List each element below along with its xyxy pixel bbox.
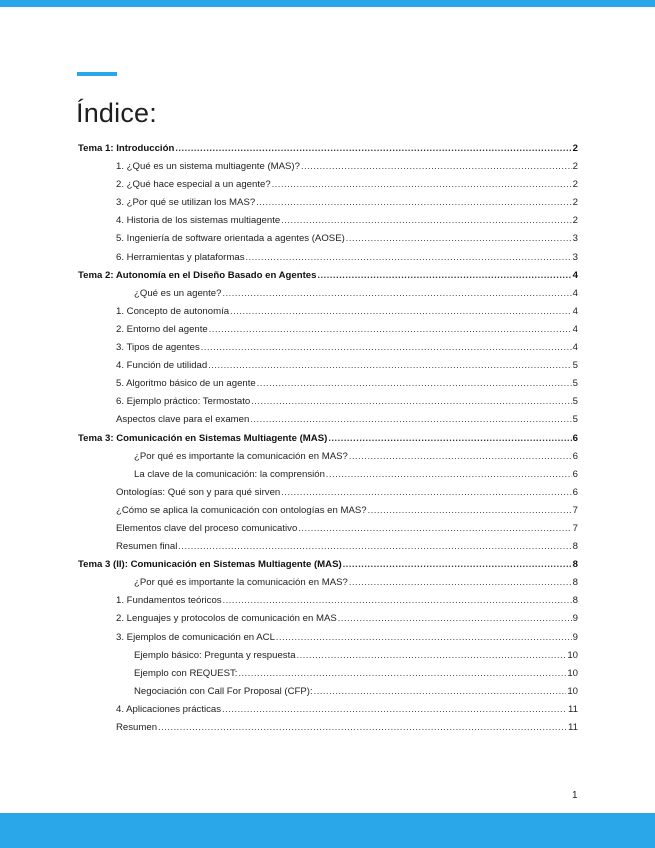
- toc-entry-title: 2. Lenguajes y protocolos de comunicación en MAS: [116, 613, 337, 625]
- toc-entry-page: 2: [572, 143, 578, 154]
- toc-entry-page: 6: [572, 486, 578, 498]
- toc-dot-leader: [222, 284, 571, 302]
- toc-entry[interactable]: [78, 555, 578, 573]
- toc-entry-title: 2. Entorno del agente: [116, 323, 208, 335]
- toc-entry-title: Ejemplo con REQUEST:: [134, 667, 238, 679]
- toc-entry[interactable]: [78, 501, 578, 519]
- toc-entry-page: 5: [572, 360, 578, 372]
- toc-dot-leader: [272, 175, 572, 193]
- toc-entry-page: 4: [572, 287, 578, 299]
- toc-entry[interactable]: [78, 718, 578, 736]
- toc-entry[interactable]: [78, 157, 578, 175]
- toc-entry-page: 3: [572, 251, 578, 263]
- toc-dot-leader: [238, 664, 566, 682]
- toc-entry-title: 1. Concepto de autonomía: [116, 305, 230, 317]
- toc-entry[interactable]: [78, 483, 578, 501]
- toc-entry[interactable]: [78, 682, 578, 700]
- toc-dot-leader: [281, 211, 571, 229]
- toc-entry-title: 3. Tipos de agentes: [116, 342, 200, 354]
- toc-entry-title: Elementos clave del proceso comunicativo: [116, 522, 298, 534]
- toc-dot-leader: [297, 646, 567, 664]
- toc-entry[interactable]: [78, 700, 578, 718]
- toc-dot-leader: [209, 320, 572, 338]
- toc-entry-page: 4: [572, 342, 578, 354]
- page-title: Índice:: [76, 98, 157, 128]
- toc-dot-leader: [368, 501, 572, 519]
- toc-dot-leader: [346, 229, 572, 247]
- toc-entry[interactable]: [78, 175, 578, 193]
- toc-entry-title: 4. Historia de los sistemas multiagente: [116, 215, 281, 227]
- toc-entry-page: 6: [572, 432, 578, 444]
- toc-entry-title: 1. Fundamentos teóricos: [116, 595, 222, 607]
- toc-entry-title: 2. ¿Qué hace especial a un agente?: [116, 179, 271, 191]
- toc-entry-title: Aspectos clave para el examen: [116, 414, 250, 426]
- toc-entry-page: 7: [572, 504, 578, 516]
- toc-entry-page: 5: [572, 414, 578, 426]
- toc-entry[interactable]: [78, 356, 578, 374]
- toc-entry[interactable]: [78, 338, 578, 356]
- toc-entry[interactable]: [78, 646, 578, 664]
- toc-entry-title: 6. Herramientas y plataformas: [116, 251, 245, 263]
- toc-entry-page: 2: [572, 197, 578, 209]
- toc-entry-title: La clave de la comunicación: la comprensión: [134, 468, 325, 480]
- toc-entry-page: 4: [572, 269, 578, 281]
- toc-entry[interactable]: [78, 284, 578, 302]
- toc-entry-page: 9: [572, 613, 578, 625]
- toc-entry-page: 10: [567, 667, 578, 679]
- toc-entry-title: 3. ¿Por qué se utilizan los MAS?: [116, 197, 256, 209]
- bottom-accent-bar: [0, 813, 655, 848]
- toc-entry-page: 10: [567, 649, 578, 661]
- toc-dot-leader: [343, 555, 572, 573]
- toc-entry-page: 5: [572, 378, 578, 390]
- toc-dot-leader: [246, 248, 572, 266]
- toc-dot-leader: [256, 193, 571, 211]
- toc-entry[interactable]: [78, 229, 578, 247]
- toc-entry-title: Negociación con Call For Proposal (CFP):: [134, 685, 313, 697]
- toc-entry-title: Tema 1: Introducción: [78, 143, 175, 154]
- toc-dot-leader: [251, 392, 571, 410]
- toc-entry-page: 8: [572, 577, 578, 589]
- toc-entry-page: 5: [572, 396, 578, 408]
- toc-entry-page: 11: [568, 703, 578, 715]
- toc-entry-title: 4. Aplicaciones prácticas: [116, 703, 222, 715]
- toc-entry[interactable]: [78, 302, 578, 320]
- toc-entry-page: 4: [572, 323, 578, 335]
- toc-entry[interactable]: [78, 139, 578, 157]
- toc-dot-leader: [349, 573, 572, 591]
- toc-entry-page: 2: [572, 215, 578, 227]
- toc-entry[interactable]: [78, 519, 578, 537]
- toc-entry-page: 10: [567, 685, 578, 697]
- toc-entry-title: 5. Algoritmo básico de un agente: [116, 378, 256, 390]
- toc-dot-leader: [281, 483, 571, 501]
- toc-entry-title: ¿Por qué es importante la comunicación en MAS?: [134, 577, 348, 589]
- page-number: 1: [572, 790, 578, 801]
- toc-entry-title: 6. Ejemplo práctico: Termostato: [116, 396, 251, 408]
- toc-entry[interactable]: [78, 664, 578, 682]
- toc-entry-page: 2: [572, 179, 578, 191]
- toc-entry[interactable]: [78, 465, 578, 483]
- toc-entry[interactable]: [78, 628, 578, 646]
- toc-entry-title: Resumen: [116, 722, 158, 733]
- toc-entry[interactable]: [78, 392, 578, 410]
- toc-entry[interactable]: [78, 410, 578, 428]
- toc-entry[interactable]: [78, 591, 578, 609]
- toc-dot-leader: [349, 447, 572, 465]
- toc-dot-leader: [338, 609, 572, 627]
- toc-entry-page: 2: [572, 161, 578, 173]
- toc-entry-title: 5. Ingeniería de software orientada a agentes (AOSE): [116, 233, 345, 245]
- toc-dot-leader: [298, 519, 571, 537]
- table-of-contents: [78, 139, 578, 736]
- toc-dot-leader: [317, 266, 571, 284]
- toc-entry[interactable]: [78, 447, 578, 465]
- toc-entry-page: 8: [572, 559, 578, 571]
- toc-dot-leader: [222, 700, 567, 718]
- toc-entry-title: ¿Qué es un agente?: [134, 287, 222, 299]
- toc-dot-leader: [328, 429, 571, 447]
- toc-entry[interactable]: [78, 193, 578, 211]
- toc-dot-leader: [230, 302, 572, 320]
- toc-entry-title: ¿Por qué es importante la comunicación en MAS?: [134, 450, 348, 462]
- toc-entry[interactable]: [78, 573, 578, 591]
- toc-entry-title: Ontologías: Qué son y para qué sirven: [116, 486, 281, 498]
- toc-entry-page: 7: [572, 522, 578, 534]
- toc-entry-title: ¿Cómo se aplica la comunicación con ontologías en MAS?: [116, 504, 367, 516]
- toc-dot-leader: [301, 157, 572, 175]
- toc-entry-title: Tema 3 (II): Comunicación en Sistemas Multiagente (MAS): [78, 559, 342, 571]
- toc-entry[interactable]: [78, 211, 578, 229]
- toc-dot-leader: [178, 537, 571, 555]
- toc-entry[interactable]: [78, 429, 578, 447]
- toc-entry-title: Ejemplo básico: Pregunta y respuesta: [134, 649, 296, 661]
- toc-entry[interactable]: [78, 537, 578, 555]
- toc-entry[interactable]: [78, 609, 578, 627]
- toc-dot-leader: [223, 591, 572, 609]
- toc-entry-title: Tema 3: Comunicación en Sistemas Multiagente (MAS): [78, 432, 328, 444]
- toc-entry-page: 3: [572, 233, 578, 245]
- toc-entry-title: Tema 2: Autonomía en el Diseño Basado en Agentes: [78, 269, 317, 281]
- toc-dot-leader: [314, 682, 567, 700]
- toc-entry-title: Resumen final: [116, 541, 178, 553]
- toc-dot-leader: [158, 718, 567, 736]
- toc-dot-leader: [175, 139, 571, 157]
- toc-entry-page: 9: [572, 631, 578, 643]
- toc-dot-leader: [201, 338, 572, 356]
- toc-entry-page: 6: [572, 468, 578, 480]
- title-accent-line: [77, 72, 117, 76]
- toc-entry-page: 6: [572, 450, 578, 462]
- toc-entry-page: 8: [572, 595, 578, 607]
- toc-entry-title: 3. Ejemplos de comunicación en ACL: [116, 631, 275, 643]
- top-accent-bar: [0, 0, 655, 7]
- toc-dot-leader: [250, 410, 571, 428]
- toc-entry-title: 1. ¿Qué es un sistema multiagente (MAS)?: [116, 161, 300, 173]
- toc-entry-title: 4. Función de utilidad: [116, 360, 208, 372]
- toc-entry[interactable]: [78, 320, 578, 338]
- toc-entry-page: 4: [572, 305, 578, 317]
- toc-dot-leader: [257, 374, 572, 392]
- toc-dot-leader: [276, 628, 572, 646]
- toc-entry-page: 8: [572, 541, 578, 553]
- toc-entry[interactable]: [78, 248, 578, 266]
- toc-dot-leader: [208, 356, 571, 374]
- toc-entry-page: 11: [568, 722, 578, 733]
- toc-entry[interactable]: [78, 266, 578, 284]
- toc-dot-leader: [326, 465, 572, 483]
- toc-entry[interactable]: [78, 374, 578, 392]
